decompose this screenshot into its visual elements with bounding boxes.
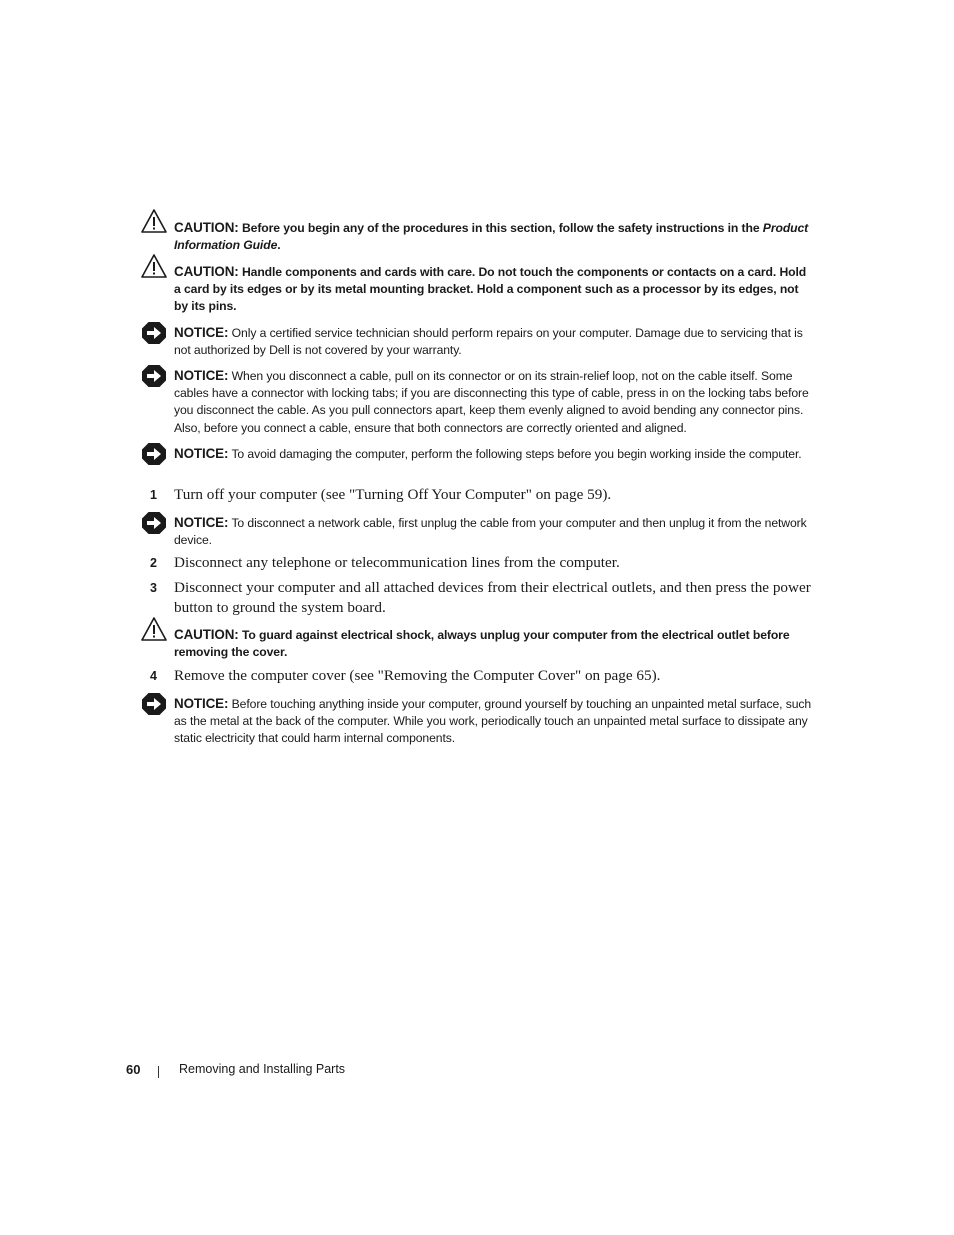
caution-note <box>174 219 814 254</box>
notice-note <box>174 695 814 748</box>
caution-triangle-icon <box>140 616 168 642</box>
notice-note <box>174 514 814 549</box>
step-text: Turn off your computer (see "Turning Off Your Computer" on page 59). <box>174 486 612 503</box>
notice-arrow-icon <box>140 441 168 467</box>
step-number: 3 <box>150 581 157 595</box>
notice-label: NOTICE: <box>174 368 229 383</box>
caution-note <box>174 626 814 661</box>
caution-text: Before you begin any of the procedures in this section, follow the safety instructions in the <box>241 221 763 235</box>
footer-divider <box>158 1066 159 1078</box>
caution-label: CAUTION: <box>174 264 239 279</box>
notice-text: To disconnect a network cable, first unplug the cable from your computer and then unplug it from the network device. <box>174 516 807 548</box>
step-number: 4 <box>150 669 157 683</box>
notice-arrow-icon <box>140 691 168 717</box>
notice-note <box>174 445 814 463</box>
notice-label: NOTICE: <box>174 446 229 461</box>
notice-text: When you disconnect a cable, pull on its connector or on its strain-relief loop, not on the cable itself. Some cables have a connector with locking tabs; if you are disconnecting this type of cable, press in on the locking tabs before you disconnect the cable. As you pull connectors apart, keep them evenly aligned to avoid bending any connector pins. Also, before you connect a cable, ensure that both connectors are correctly oriented and aligned. <box>174 369 809 435</box>
notice-arrow-icon <box>140 363 168 389</box>
caution-label: CAUTION: <box>174 627 239 642</box>
step-text: Disconnect any telephone or telecommunication lines from the computer. <box>174 554 620 571</box>
notice-arrow-icon <box>140 510 168 536</box>
step-text: Remove the computer cover (see "Removing the Computer Cover" on page 65). <box>174 667 661 684</box>
document-title: Product Information Guide <box>174 221 809 253</box>
step-number: 1 <box>150 488 157 502</box>
notice-text: Only a certified service technician should perform repairs on your computer. Damage due to servicing that is not authorized by Dell is not covered by your warranty. <box>174 326 803 358</box>
notice-label: NOTICE: <box>174 696 229 711</box>
footer-section-title: Removing and Installing Parts <box>179 1062 346 1076</box>
notice-note <box>174 324 814 359</box>
notice-arrow-icon <box>140 320 168 346</box>
caution-note <box>174 263 814 316</box>
page-number: 60 <box>126 1062 141 1077</box>
caution-triangle-icon <box>140 253 168 279</box>
caution-text: Handle components and cards with care. Do not touch the components or contacts on a card. Hold a card by its edges or by its metal mounting bracket. Hold a component such as a processor by its edges, not by its pins. <box>174 265 807 314</box>
caution-text-end: . <box>277 238 281 253</box>
notice-note <box>174 367 814 437</box>
caution-text: To guard against electrical shock, always unplug your computer from the electrical outlet before removing the cover. <box>174 628 790 660</box>
step-text: Disconnect your computer and all attached devices from their electrical outlets, and then press the power button to ground the system board. <box>174 579 811 616</box>
notice-text: To avoid damaging the computer, perform the following steps before you begin working inside the computer. <box>231 447 802 461</box>
step-number: 2 <box>150 556 157 570</box>
notice-text: Before touching anything inside your computer, ground yourself by touching an unpainted metal surface, such as the metal at the back of the computer. While you work, periodically touch an unpainted metal surface to dissipate any static electricity that could harm internal components. <box>174 697 812 746</box>
notice-label: NOTICE: <box>174 515 229 530</box>
caution-triangle-icon <box>140 208 168 234</box>
caution-label: CAUTION: <box>174 220 239 235</box>
notice-label: NOTICE: <box>174 325 229 340</box>
